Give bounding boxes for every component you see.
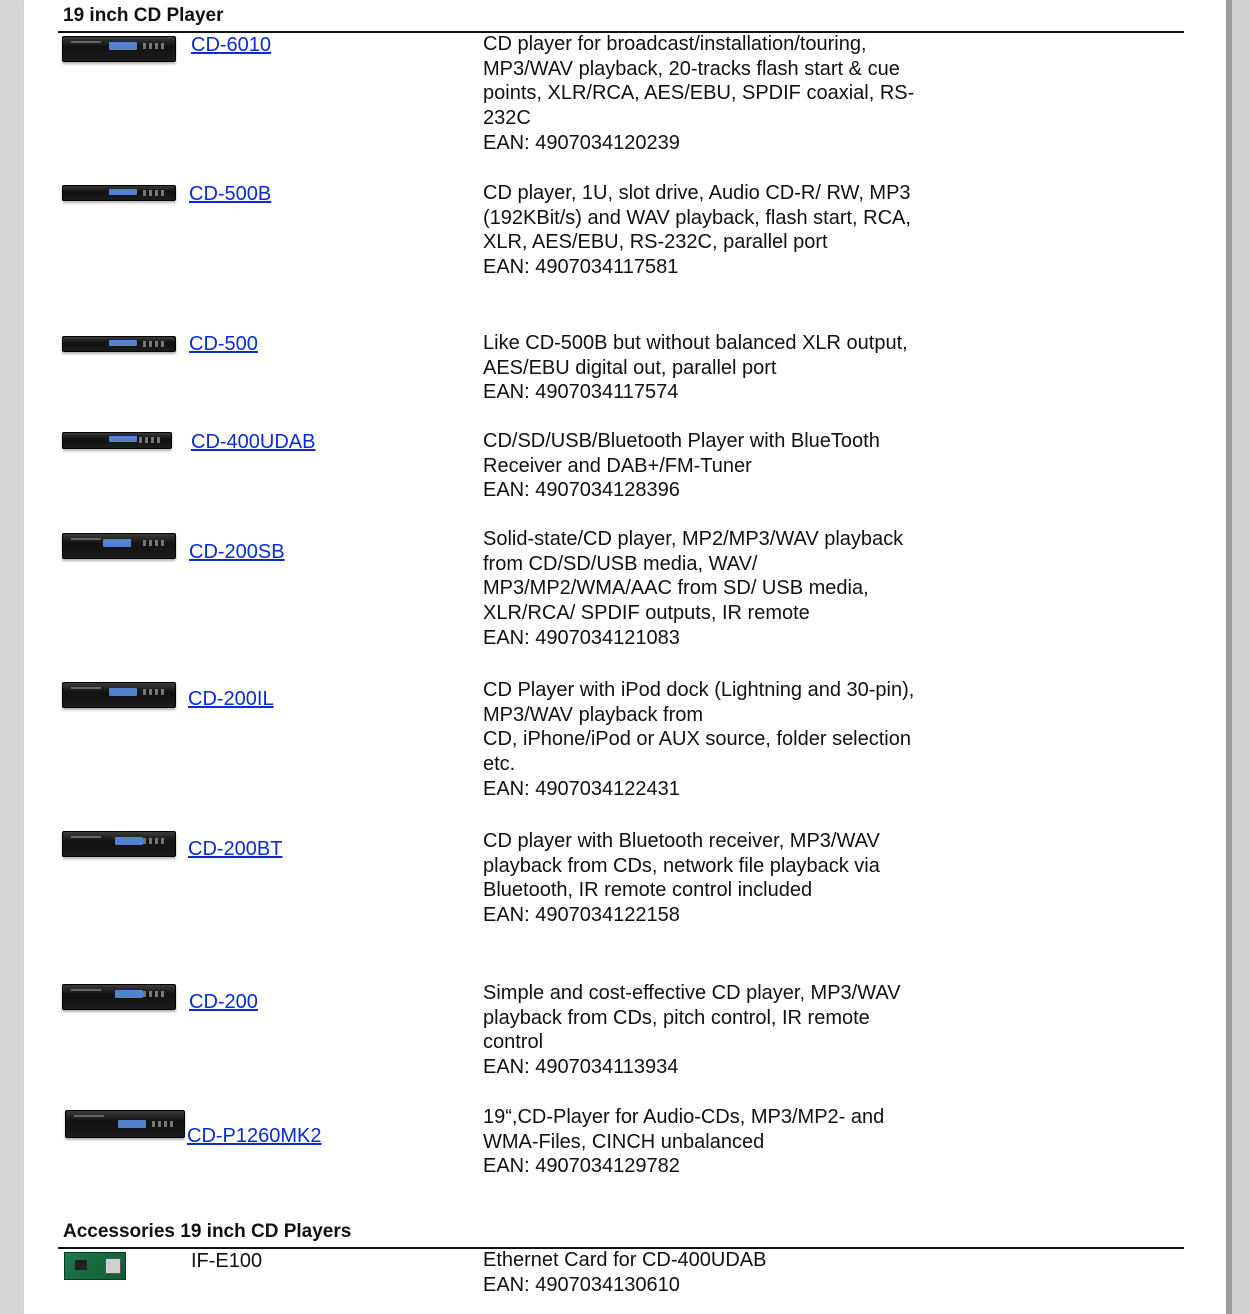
product-link-cd-200sb[interactable]: CD-200SB	[189, 541, 285, 563]
product-link-cd-200[interactable]: CD-200	[189, 991, 258, 1013]
product-description-cd-500b: CD player, 1U, slot drive, Audio CD-R/ RW, MP3 (192KBit/s) and WAV playback, flash start, RCA, XLR, AES/EBU, RS-232C, parallel port EAN: 4907034117581	[483, 182, 911, 279]
product-image-cd-500b	[62, 185, 176, 201]
product-description-cd-200: Simple and cost-effective CD player, MP3/WAV playback from CDs, pitch control, IR remote control EAN: 4907034113934	[483, 982, 901, 1079]
product-link-cd-500b[interactable]: CD-500B	[189, 183, 272, 205]
product-description-cd-200sb: Solid-state/CD player, MP2/MP3/WAV playback from CD/SD/USB media, WAV/ MP3/MP2/WMA/AAC from SD/ USB media, XLR/RCA/ SPDIF outputs, IR remote EAN: 4907034121083	[483, 528, 904, 649]
scroll-gutter	[1232, 0, 1250, 1314]
product-description-cd-6010: CD player for broadcast/installation/touring, MP3/WAV playback, 20-tracks flash start & cue points, XLR/RCA, AES/EBU, SPDIF coaxial, RS- 232C EAN: 4907034120239	[483, 33, 915, 154]
product-name-if-e100: IF-E100	[191, 1250, 263, 1272]
product-image-cd-500	[62, 336, 176, 352]
product-link-cd-200bt[interactable]: CD-200BT	[188, 838, 283, 860]
product-link-cd-200il[interactable]: CD-200IL	[188, 688, 274, 710]
left-margin	[0, 0, 24, 1314]
product-link-cd-p1260mk2[interactable]: CD-P1260MK2	[187, 1125, 322, 1147]
product-link-cd-500[interactable]: CD-500	[189, 333, 258, 355]
product-description-cd-200bt: CD player with Bluetooth receiver, MP3/WAV playback from CDs, network file playback via Bluetooth, IR remote control included EAN: 4907034122158	[483, 830, 880, 927]
product-image-cd-200il	[62, 682, 176, 708]
product-link-cd-400udab[interactable]: CD-400UDAB	[191, 431, 316, 453]
product-image-if-e100	[64, 1252, 126, 1280]
section-title-accessories: Accessories 19 inch CD Players	[63, 1221, 352, 1242]
section-title-cd-players: 19 inch CD Player	[63, 5, 224, 26]
product-image-cd-6010	[62, 36, 176, 62]
product-description-cd-200il: CD Player with iPod dock (Lightning and 30-pin), MP3/WAV playback from CD, iPhone/iPod or AUX source, folder selection etc. EAN: 4907034122431	[483, 679, 915, 800]
product-link-cd-6010[interactable]: CD-6010	[191, 34, 272, 56]
product-image-cd-p1260mk2	[65, 1110, 185, 1138]
product-image-cd-200	[62, 984, 176, 1010]
product-description-cd-400udab: CD/SD/USB/Bluetooth Player with BlueTooth Receiver and DAB+/FM-Tuner EAN: 4907034128396	[483, 430, 880, 502]
product-description-if-e100: Ethernet Card for CD-400UDAB EAN: 4907034130610	[483, 1249, 767, 1296]
product-image-cd-200bt	[62, 831, 176, 857]
product-image-cd-400udab	[62, 432, 172, 449]
product-description-cd-p1260mk2: 19“,CD-Player for Audio-CDs, MP3/MP2- and WMA-Files, CINCH unbalanced EAN: 4907034129782	[483, 1106, 885, 1178]
product-description-cd-500: Like CD-500B but without balanced XLR output, AES/EBU digital out, parallel port EAN: 4907034117574	[483, 332, 908, 404]
product-image-cd-200sb	[62, 533, 176, 559]
